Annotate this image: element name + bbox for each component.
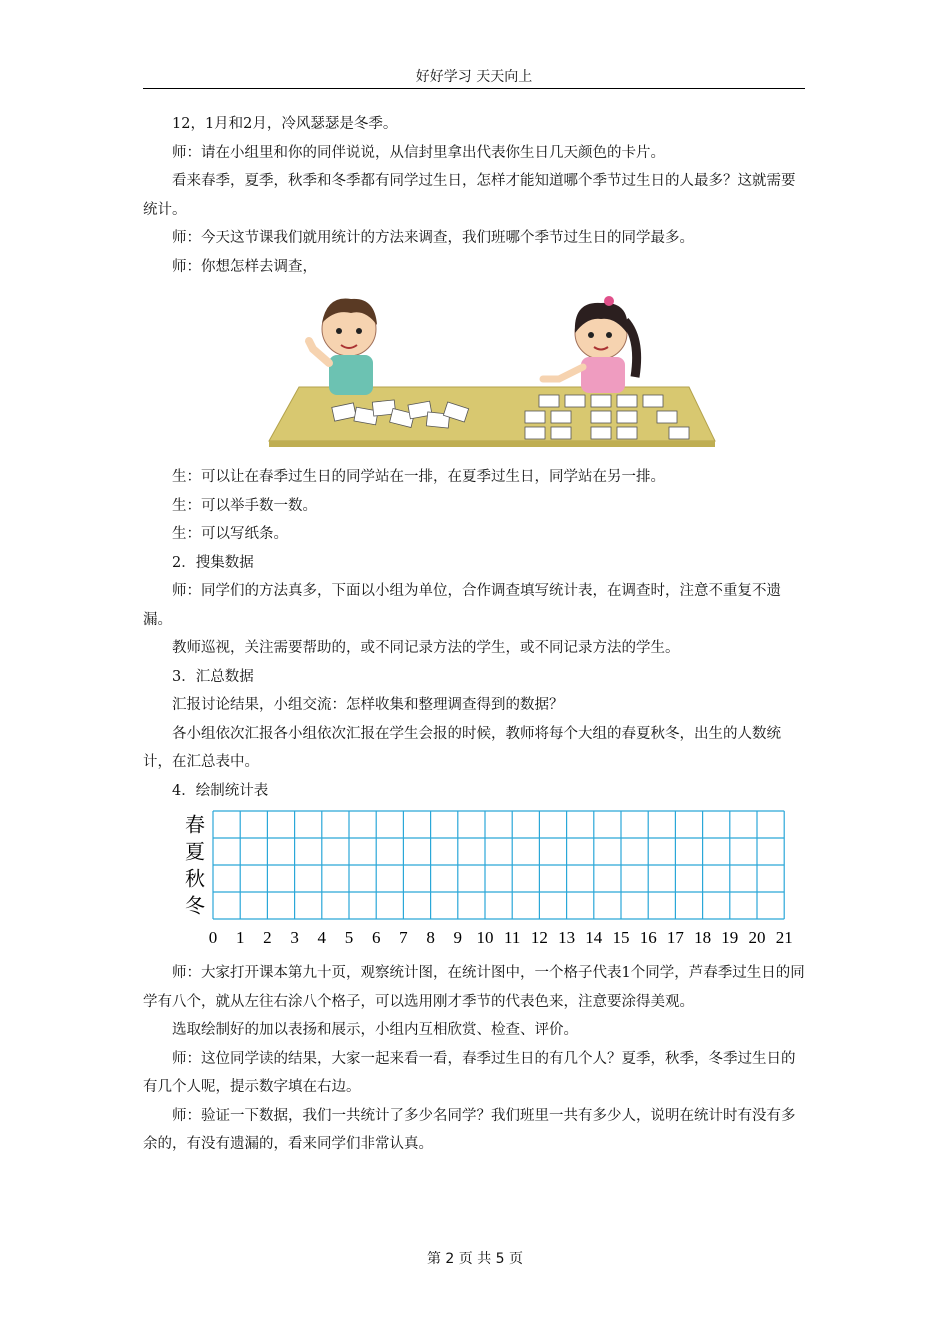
paragraph: 2．搜集数据 bbox=[172, 554, 254, 571]
axis-number: 11 bbox=[504, 928, 521, 947]
axis-number: 5 bbox=[344, 928, 354, 947]
axis-number: 20 bbox=[748, 928, 766, 947]
paragraph: 3．汇总数据 bbox=[172, 668, 254, 685]
axis-number: 19 bbox=[721, 928, 739, 947]
axis-number: 13 bbox=[558, 928, 576, 947]
paragraph: 12，1月和2月，冷风瑟瑟是冬季。 bbox=[172, 116, 398, 132]
paragraphs-top bbox=[143, 110, 805, 281]
paragraph: 师：你想怎样去调查， bbox=[172, 258, 317, 275]
paragraph: 汇报讨论结果，小组交流：怎样收集和整理调查得到的数据？ bbox=[172, 697, 564, 713]
illustration-children-sorting-cards bbox=[143, 287, 805, 459]
row-label: 秋 bbox=[185, 866, 205, 891]
paragraph: 4．绘制统计表 bbox=[172, 782, 269, 799]
axis-number: 17 bbox=[666, 928, 684, 947]
axis-number: 3 bbox=[290, 928, 299, 947]
axis-number: 18 bbox=[694, 928, 712, 947]
page-header: 好好学习 天天向上 bbox=[415, 69, 533, 85]
axis-number: 1 bbox=[235, 928, 245, 947]
axis-number: 8 bbox=[426, 928, 435, 947]
paragraph: 师：大家打开课本第九十页，观察统计图，在统计图中，一个格子代表1个同学，芦春季过生日的同学有八个，就从左往右涂八个格子，可以选用刚才季节的代表色来，注意要涂得美观。 bbox=[143, 965, 805, 1010]
header-rule bbox=[143, 88, 805, 89]
axis-number: 7 bbox=[399, 928, 408, 947]
paragraph: 生：可以写纸条。 bbox=[172, 526, 288, 542]
paragraph: 师：请在小组里和你的同伴说说，从信封里拿出代表你生日几天颜色的卡片。 bbox=[172, 144, 665, 161]
paragraph: 生：可以举手数一数。 bbox=[172, 497, 317, 514]
paragraph: 师：今天这节课我们就用统计的方法来调查，我们班哪个季节过生日的同学最多。 bbox=[172, 230, 694, 246]
paragraph: 各小组依次汇报各小组依次汇报在学生会报的时候，教师将每个大组的春夏秋冬，出生的人数统计，在汇总表中。 bbox=[143, 725, 781, 770]
page-footer: 第 2 页 共 5 页 bbox=[426, 1251, 524, 1267]
statistics-grid bbox=[143, 807, 805, 957]
paragraph: 师：同学们的方法真多，下面以小组为单位，合作调查填写统计表，在调查时，注意不重复不遗漏。 bbox=[143, 583, 781, 628]
row-label: 冬 bbox=[185, 893, 205, 918]
axis-number: 14 bbox=[585, 928, 603, 947]
axis-number: 6 bbox=[371, 928, 381, 947]
axis-number: 0 bbox=[208, 928, 218, 947]
paragraph: 师：验证一下数据，我们一共统计了多少名同学？我们班里一共有多少人，说明在统计时有没有多余的，有没有遗漏的，看来同学们非常认真。 bbox=[143, 1107, 796, 1152]
paragraphs-bottom bbox=[143, 959, 805, 1159]
paragraph: 师：这位同学读的结果，大家一起来看一看，春季过生日的有几个人？夏季，秋季，冬季过生日的有几个人呢，提示数字填在右边。 bbox=[143, 1050, 796, 1095]
axis-number: 12 bbox=[530, 928, 548, 947]
paragraphs-middle bbox=[143, 463, 805, 805]
axis-number: 21 bbox=[775, 928, 793, 947]
row-label: 春 bbox=[185, 812, 205, 837]
children-illustration bbox=[269, 287, 715, 459]
paragraph: 教师巡视，关注需要帮助的，或不同记录方法的学生，或不同记录方法的学生。 bbox=[172, 640, 680, 656]
axis-number: 4 bbox=[317, 928, 327, 947]
axis-number: 9 bbox=[453, 928, 463, 947]
tally-grid-chart bbox=[181, 807, 791, 955]
document-body bbox=[143, 110, 805, 1159]
axis-number: 16 bbox=[639, 928, 657, 947]
paragraph: 生：可以让在春季过生日的同学站在一排，在夏季过生日，同学站在另一排。 bbox=[172, 469, 665, 485]
axis-number: 10 bbox=[476, 928, 494, 947]
axis-number: 2 bbox=[263, 928, 272, 947]
row-label: 夏 bbox=[185, 839, 205, 864]
paragraph: 选取绘制好的加以表扬和展示，小组内互相欣赏、检查、评价。 bbox=[172, 1022, 578, 1038]
paragraph: 看来春季，夏季，秋季和冬季都有同学过生日，怎样才能知道哪个季节过生日的人最多？这就需要统计。 bbox=[143, 173, 796, 218]
axis-number: 15 bbox=[612, 928, 630, 947]
